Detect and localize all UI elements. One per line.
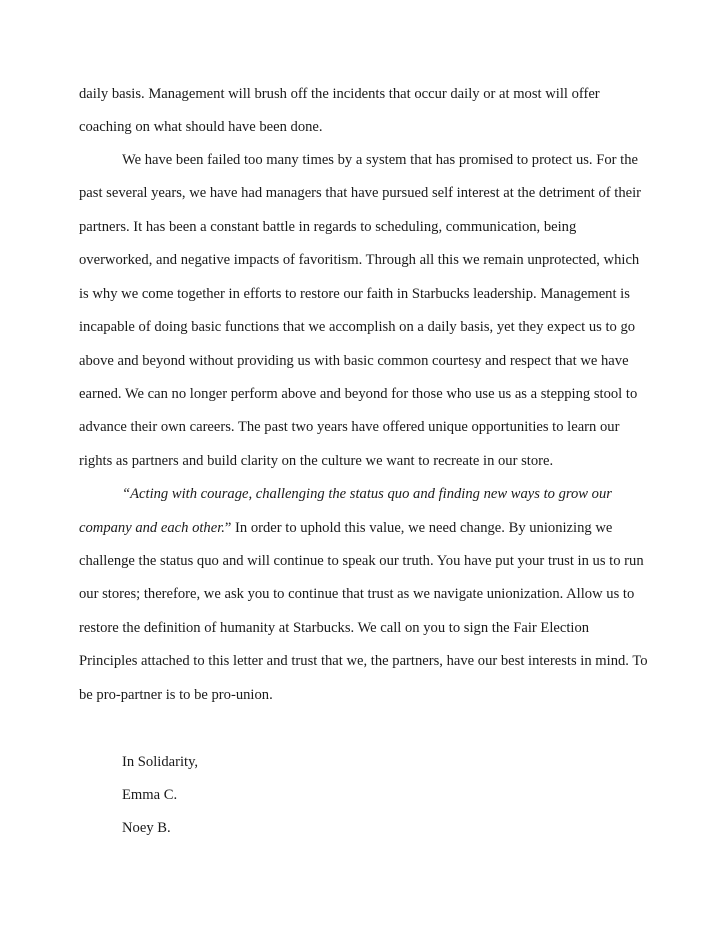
quote-following-text: ” In order to uphold this value, we need change. By unionizing we xyxy=(224,520,613,536)
body-line: is why we come together in efforts to restore our faith in Starbucks leadership. Management is xyxy=(79,286,630,302)
body-line: our stores; therefore, we ask you to continue that trust as we navigate unionization. Allow us to xyxy=(79,586,635,602)
body-line: We have been failed too many times by a system that has promised to protect us. For the xyxy=(122,152,638,168)
quote-line-continued xyxy=(79,521,612,536)
body-line: partners. It has been a constant battle in regards to scheduling, communication, being xyxy=(79,219,577,235)
quote-italic-text: company and each other. xyxy=(79,520,225,536)
body-line: overworked, and negative impacts of favoritism. Through all this we remain unprotected, which xyxy=(79,252,640,268)
quote-line: “Acting with courage, challenging the status quo and finding new ways to grow our xyxy=(122,486,612,502)
body-line: incapable of doing basic functions that we accomplish on a daily basis, yet they expect us to go xyxy=(79,319,636,335)
body-line: Principles attached to this letter and trust that we, the partners, have our best interests in mind. To xyxy=(79,653,648,669)
body-line: advance their own careers. The past two years have offered unique opportunities to learn our xyxy=(79,419,620,435)
body-line: coaching on what should have been done. xyxy=(79,119,323,135)
body-line: above and beyond without providing us with basic common courtesy and respect that we have xyxy=(79,353,629,369)
body-line: earned. We can no longer perform above and beyond for those who use us as a stepping stool to xyxy=(79,386,638,402)
body-line: challenge the status quo and will continue to speak our truth. You have put your trust in us to run xyxy=(79,553,644,569)
signatory-name: Noey B. xyxy=(122,820,171,836)
body-line: be pro-partner is to be pro-union. xyxy=(79,687,273,703)
body-line: daily basis. Management will brush off the incidents that occur daily or at most will offer xyxy=(79,86,600,102)
body-line: restore the definition of humanity at Starbucks. We call on you to sign the Fair Election xyxy=(79,620,590,636)
signatory-name: Emma C. xyxy=(122,787,178,803)
body-line: past several years, we have had managers that have pursued self interest at the detriment of their xyxy=(79,185,642,201)
signoff: In Solidarity, xyxy=(122,754,199,770)
body-line: rights as partners and build clarity on the culture we want to recreate in our store. xyxy=(79,453,554,469)
